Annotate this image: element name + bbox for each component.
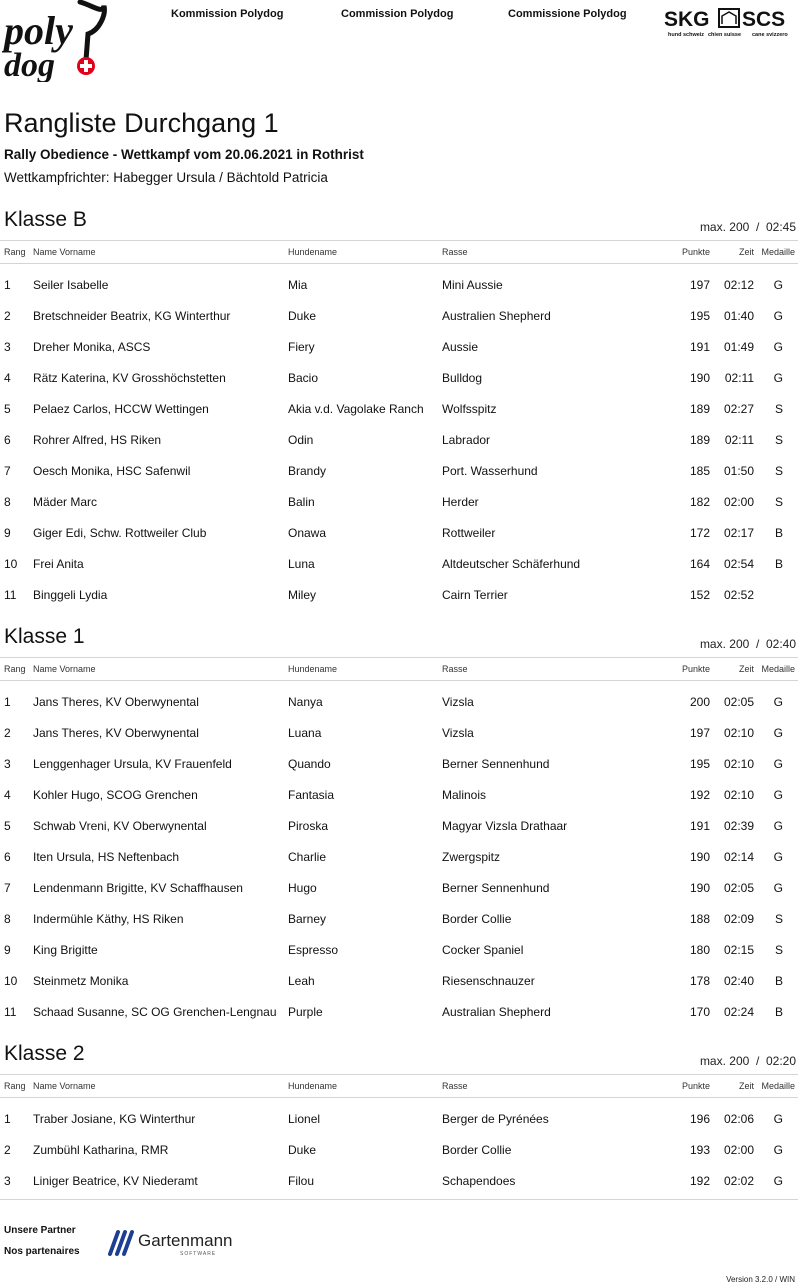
cell-hund: Miley — [288, 588, 317, 602]
cell-zeit: 02:12 — [723, 278, 754, 292]
cell-medaille: G — [773, 850, 783, 864]
cell-medaille: G — [773, 757, 783, 771]
cell-hund: Mia — [288, 278, 308, 292]
table-row — [0, 1166, 798, 1197]
cell-punkte: 195 — [689, 757, 710, 771]
cell-hund: Quando — [288, 757, 331, 771]
cell-name: Mäder Marc — [33, 495, 98, 509]
cell-name: Kohler Hugo, SCOG Grenchen — [33, 788, 198, 802]
cell-zeit: 01:49 — [723, 340, 754, 354]
cell-zeit: 02:09 — [723, 912, 754, 926]
table-row — [0, 749, 798, 780]
cell-rang: 2 — [4, 1143, 11, 1157]
column-header-rasse: Rasse — [442, 1081, 468, 1091]
gartenmann-logo — [108, 1228, 248, 1258]
column-header-name: Name Vorname — [33, 664, 96, 674]
cell-hund: Luna — [288, 557, 315, 571]
cell-hund: Charlie — [288, 850, 327, 864]
cell-rang: 11 — [4, 588, 17, 602]
cell-zeit: 02:15 — [723, 943, 754, 957]
cell-rasse: Border Collie — [442, 912, 512, 926]
cell-punkte: 196 — [689, 1112, 710, 1126]
class-max-points-time: max. 200 / 02:20 — [699, 1054, 796, 1068]
cell-punkte: 193 — [689, 1143, 710, 1157]
cell-rang: 9 — [4, 526, 11, 540]
cell-hund: Fiery — [288, 340, 315, 354]
class-title: Klasse B — [4, 208, 87, 231]
cell-medaille: G — [773, 278, 783, 292]
cell-rang: 10 — [4, 557, 18, 571]
cell-zeit: 02:11 — [724, 433, 754, 447]
cell-medaille: S — [774, 433, 783, 447]
cell-rasse: Altdeutscher Schäferhund — [442, 557, 581, 571]
column-header-rang: Rang — [4, 247, 26, 257]
cell-punkte: 191 — [689, 340, 710, 354]
table-row — [0, 487, 798, 518]
cell-rang: 5 — [4, 402, 11, 416]
cell-name: Binggeli Lydia — [33, 588, 108, 602]
cell-zeit: 02:10 — [723, 788, 754, 802]
column-header-medaille: Medaille — [761, 1081, 795, 1091]
cell-rang: 6 — [4, 433, 11, 447]
scs-logo-text: SCS — [742, 8, 786, 31]
cell-hund: Hugo — [288, 881, 317, 895]
cell-zeit: 02:02 — [723, 1174, 754, 1188]
cell-name: Steinmetz Monika — [33, 974, 129, 988]
column-header-name: Name Vorname — [33, 1081, 96, 1091]
cell-rang: 2 — [4, 726, 11, 740]
cell-rasse: Berger de Pyrénées — [442, 1112, 549, 1126]
column-header-hund: Hundename — [288, 664, 338, 674]
cell-name: Rätz Katerina, KV Grosshöchstetten — [33, 371, 226, 385]
class-max-points-time: max. 200 / 02:40 — [699, 637, 796, 651]
cell-medaille: S — [774, 464, 783, 478]
cell-medaille: S — [774, 402, 783, 416]
cell-name: Rohrer Alfred, HS Riken — [33, 433, 162, 447]
column-header-medaille: Medaille — [761, 664, 795, 674]
cell-hund: Leah — [288, 974, 315, 988]
cell-rang: 8 — [4, 912, 11, 926]
cell-hund: Espresso — [288, 943, 339, 957]
cell-rasse: Australien Shepherd — [442, 309, 551, 323]
judges-line: Wettkampfrichter: Habegger Ursula / Bächtold Patricia — [4, 170, 328, 185]
cell-rang: 1 — [4, 1112, 11, 1126]
cell-punkte: 190 — [689, 371, 710, 385]
cell-punkte: 195 — [689, 309, 710, 323]
column-header-rasse: Rasse — [442, 247, 468, 257]
version-label: Version 3.2.0 / WIN — [726, 1275, 795, 1284]
table-row — [0, 935, 798, 966]
cell-hund: Onawa — [288, 526, 327, 540]
cell-punkte: 191 — [689, 819, 710, 833]
cell-name: Lendenmann Brigitte, KV Schaffhausen — [33, 881, 243, 895]
cell-hund: Nanya — [288, 695, 323, 709]
cell-hund: Duke — [288, 1143, 317, 1157]
table-header — [0, 1074, 798, 1098]
cell-medaille: G — [773, 340, 783, 354]
cell-name: Iten Ursula, HS Neftenbach — [33, 850, 180, 864]
page-header — [0, 0, 800, 90]
cell-hund: Fantasia — [288, 788, 335, 802]
cell-rasse: Riesenschnauzer — [442, 974, 535, 988]
cell-hund: Barney — [288, 912, 327, 926]
footer-divider — [0, 1199, 798, 1200]
cell-zeit: 02:24 — [723, 1005, 754, 1019]
commission-de: Kommission Polydog — [171, 8, 284, 20]
cell-zeit: 02:06 — [723, 1112, 754, 1126]
cell-name: Indermühle Käthy, HS Riken — [33, 912, 184, 926]
cell-name: King Brigitte — [33, 943, 98, 957]
table-row — [0, 997, 798, 1028]
cell-medaille: G — [773, 309, 783, 323]
cell-name: Giger Edi, Schw. Rottweiler Club — [33, 526, 207, 540]
cell-name: Jans Theres, KV Oberwynental — [33, 726, 199, 740]
cell-medaille: B — [774, 974, 783, 988]
cell-rang: 5 — [4, 819, 11, 833]
table-row — [0, 842, 798, 873]
cell-name: Pelaez Carlos, HCCW Wettingen — [33, 402, 209, 416]
svg-text:cane svizzero: cane svizzero — [752, 32, 788, 38]
cell-name: Bretschneider Beatrix, KG Winterthur — [33, 309, 231, 323]
table-row — [0, 687, 798, 718]
cell-rang: 11 — [4, 1005, 17, 1019]
cell-punkte: 188 — [689, 912, 710, 926]
table-row — [0, 456, 798, 487]
cell-rang: 7 — [4, 881, 11, 895]
cell-zeit: 02:40 — [723, 974, 754, 988]
cell-zeit: 02:27 — [723, 402, 754, 416]
column-header-rang: Rang — [4, 664, 26, 674]
cell-rasse: Herder — [442, 495, 479, 509]
cell-rasse: Schapendoes — [442, 1174, 516, 1188]
cell-medaille: G — [773, 881, 783, 895]
cell-punkte: 197 — [689, 726, 710, 740]
cell-punkte: 152 — [689, 588, 710, 602]
cell-name: Dreher Monika, ASCS — [33, 340, 151, 354]
table-row — [0, 394, 798, 425]
cell-medaille: G — [773, 371, 783, 385]
table-row — [0, 518, 798, 549]
cell-rang: 7 — [4, 464, 11, 478]
table-row — [0, 780, 798, 811]
table-row — [0, 363, 798, 394]
cell-rang: 9 — [4, 943, 11, 957]
class-title: Klasse 1 — [4, 625, 85, 648]
table-row — [0, 580, 798, 611]
cell-punkte: 172 — [689, 526, 710, 540]
cell-medaille: G — [773, 1112, 783, 1126]
cell-rasse: Zwergspitz — [442, 850, 501, 864]
cell-rang: 3 — [4, 757, 11, 771]
table-row — [0, 718, 798, 749]
cell-rasse: Bulldog — [442, 371, 483, 385]
column-header-punkte: Punkte — [681, 1081, 710, 1091]
cell-medaille: G — [773, 695, 783, 709]
cell-zeit: 02:10 — [723, 757, 754, 771]
table-row — [0, 1104, 798, 1135]
cell-medaille: G — [773, 788, 783, 802]
cell-punkte: 200 — [689, 695, 710, 709]
column-header-punkte: Punkte — [681, 247, 710, 257]
cell-medaille: G — [773, 1143, 783, 1157]
cell-rasse: Australian Shepherd — [442, 1005, 551, 1019]
cell-medaille: G — [773, 726, 783, 740]
column-header-hund: Hundename — [288, 1081, 338, 1091]
table-row — [0, 873, 798, 904]
cell-medaille: G — [773, 1174, 783, 1188]
cell-name: Liniger Beatrice, KV Niederamt — [33, 1174, 198, 1188]
cell-punkte: 190 — [689, 850, 710, 864]
cell-rasse: Berner Sennenhund — [442, 757, 550, 771]
skg-logo-text: SKG — [664, 8, 710, 31]
table-header — [0, 657, 798, 681]
cell-name: Schaad Susanne, SC OG Grenchen-Lengnau — [33, 1005, 277, 1019]
cell-rasse: Mini Aussie — [442, 278, 503, 292]
cell-punkte: 192 — [689, 788, 710, 802]
cell-punkte: 192 — [689, 1174, 710, 1188]
cell-hund: Filou — [288, 1174, 315, 1188]
partner-label-fr: Nos partenaires — [4, 1246, 80, 1257]
cell-hund: Purple — [288, 1005, 323, 1019]
cell-hund: Akia v.d. Vagolake Ranch — [288, 402, 424, 416]
cell-zeit: 02:14 — [723, 850, 754, 864]
cell-rasse: Cocker Spaniel — [442, 943, 524, 957]
cell-zeit: 01:40 — [723, 309, 754, 323]
cell-name: Seiler Isabelle — [33, 278, 109, 292]
column-header-zeit: Zeit — [738, 247, 754, 257]
cell-rang: 4 — [4, 371, 11, 385]
cell-zeit: 02:05 — [723, 695, 754, 709]
table-row — [0, 301, 798, 332]
cell-rasse: Wolfsspitz — [442, 402, 497, 416]
cell-rang: 3 — [4, 1174, 11, 1188]
table-row — [0, 270, 798, 301]
cell-punkte: 180 — [689, 943, 710, 957]
cell-medaille: G — [773, 819, 783, 833]
cell-zeit: 02:00 — [723, 495, 754, 509]
cell-name: Frei Anita — [33, 557, 84, 571]
column-header-rang: Rang — [4, 1081, 26, 1091]
table-row — [0, 1135, 798, 1166]
cell-rang: 8 — [4, 495, 11, 509]
table-row — [0, 904, 798, 935]
cell-medaille: S — [774, 912, 783, 926]
cell-rasse: Labrador — [442, 433, 491, 447]
cell-rasse: Aussie — [442, 340, 479, 354]
polydog-logo-dog: dog — [4, 47, 55, 82]
cell-rang: 1 — [4, 695, 11, 709]
cell-medaille: S — [774, 943, 783, 957]
cell-name: Traber Josiane, KG Winterthur — [33, 1112, 196, 1126]
partner-label-de: Unsere Partner — [4, 1225, 76, 1236]
table-header — [0, 240, 798, 264]
table-row — [0, 425, 798, 456]
cell-punkte: 190 — [689, 881, 710, 895]
cell-rasse: Vizsla — [442, 726, 474, 740]
table-row — [0, 549, 798, 580]
cell-hund: Bacio — [288, 371, 319, 385]
cell-zeit: 02:05 — [723, 881, 754, 895]
class-title: Klasse 2 — [4, 1042, 85, 1065]
competition-subtitle: Rally Obedience - Wettkampf vom 20.06.2021 in Rothrist — [4, 147, 364, 162]
column-header-zeit: Zeit — [738, 664, 754, 674]
cell-rang: 6 — [4, 850, 11, 864]
cell-punkte: 182 — [689, 495, 710, 509]
column-header-zeit: Zeit — [738, 1081, 754, 1091]
cell-zeit: 02:10 — [723, 726, 754, 740]
cell-hund: Brandy — [288, 464, 327, 478]
cell-punkte: 189 — [689, 433, 710, 447]
cell-punkte: 170 — [689, 1005, 710, 1019]
class-max-points-time: max. 200 / 02:45 — [699, 220, 796, 234]
cell-rasse: Magyar Vizsla Drathaar — [442, 819, 568, 833]
gartenmann-logo-text: Gartenmann — [138, 1231, 233, 1250]
cell-punkte: 189 — [689, 402, 710, 416]
page-title: Rangliste Durchgang 1 — [4, 108, 279, 138]
cell-rasse: Vizsla — [442, 695, 474, 709]
cell-zeit: 02:54 — [723, 557, 754, 571]
column-header-hund: Hundename — [288, 247, 338, 257]
commission-fr: Commission Polydog — [341, 8, 454, 20]
cell-punkte: 197 — [689, 278, 710, 292]
cell-rang: 3 — [4, 340, 11, 354]
skg-scs-logo — [664, 6, 796, 38]
column-header-name: Name Vorname — [33, 247, 96, 257]
cell-rang: 2 — [4, 309, 11, 323]
cell-zeit: 02:39 — [723, 819, 754, 833]
cell-zeit: 02:52 — [723, 588, 754, 602]
table-row — [0, 966, 798, 997]
cell-punkte: 185 — [689, 464, 710, 478]
cell-medaille: B — [774, 557, 783, 571]
svg-text:chien suisse: chien suisse — [708, 32, 742, 38]
cell-zeit: 01:50 — [723, 464, 754, 478]
cell-zeit: 02:11 — [724, 371, 754, 385]
cell-name: Zumbühl Katharina, RMR — [33, 1143, 169, 1157]
table-row — [0, 332, 798, 363]
column-header-rasse: Rasse — [442, 664, 468, 674]
cell-hund: Piroska — [288, 819, 329, 833]
commission-it: Commissione Polydog — [508, 8, 627, 20]
cell-medaille: S — [774, 495, 783, 509]
cell-medaille: B — [774, 1005, 783, 1019]
gartenmann-logo-sub: SOFTWARE — [180, 1251, 217, 1257]
cell-rasse: Cairn Terrier — [442, 588, 508, 602]
cell-punkte: 178 — [689, 974, 710, 988]
cell-hund: Luana — [288, 726, 322, 740]
cell-punkte: 164 — [689, 557, 710, 571]
cell-rang: 4 — [4, 788, 11, 802]
cell-hund: Lionel — [288, 1112, 321, 1126]
cell-hund: Balin — [288, 495, 315, 509]
svg-text:hund schweiz: hund schweiz — [668, 32, 705, 38]
table-row — [0, 811, 798, 842]
cell-rasse: Rottweiler — [442, 526, 496, 540]
cell-rasse: Border Collie — [442, 1143, 512, 1157]
cell-name: Jans Theres, KV Oberwynental — [33, 695, 199, 709]
column-header-punkte: Punkte — [681, 664, 710, 674]
cell-rasse: Port. Wasserhund — [442, 464, 538, 478]
cell-name: Lenggenhager Ursula, KV Frauenfeld — [33, 757, 232, 771]
cell-rang: 1 — [4, 278, 11, 292]
cell-hund: Duke — [288, 309, 317, 323]
polydog-logo — [2, 0, 114, 82]
cell-zeit: 02:17 — [723, 526, 754, 540]
column-header-medaille: Medaille — [761, 247, 795, 257]
cell-rasse: Malinois — [442, 788, 487, 802]
cell-rang: 10 — [4, 974, 18, 988]
polydog-logo-poly: poly — [4, 8, 73, 53]
cell-medaille: B — [774, 526, 783, 540]
cell-name: Schwab Vreni, KV Oberwynental — [33, 819, 207, 833]
cell-rasse: Berner Sennenhund — [442, 881, 550, 895]
cell-name: Oesch Monika, HSC Safenwil — [33, 464, 191, 478]
cell-zeit: 02:00 — [723, 1143, 754, 1157]
cell-hund: Odin — [288, 433, 314, 447]
